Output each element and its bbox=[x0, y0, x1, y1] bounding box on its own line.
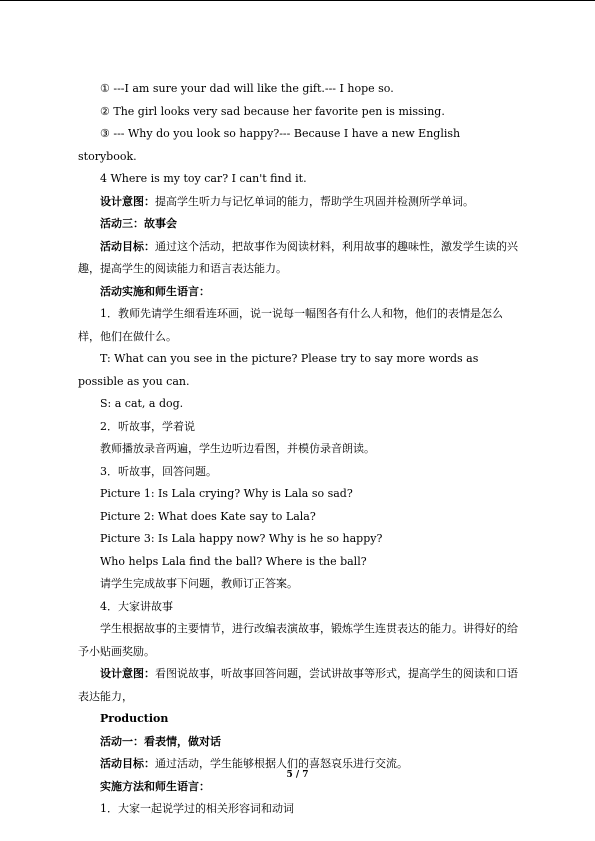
activity-three-heading: 活动三：故事会 bbox=[100, 217, 177, 230]
design-intent-label: 设计意图： bbox=[100, 667, 155, 680]
step-4: 4．大家讲故事 bbox=[100, 599, 173, 613]
activity-goal-label: 活动目标： bbox=[100, 757, 155, 770]
question-ball: Who helps Lala find the ball? Where is the ball? bbox=[100, 554, 367, 568]
design-intent-2 bbox=[78, 663, 518, 708]
document-body bbox=[78, 78, 518, 821]
question-picture-2: Picture 2: What does Kate say to Lala? bbox=[100, 509, 316, 523]
step-4-detail: 学生根据故事的主要情节，进行改编表演故事，锻炼学生连贯表达的能力。讲得好的给予小贴画奖励。 bbox=[78, 622, 518, 658]
method-heading: 实施方法和师生语言： bbox=[100, 779, 210, 793]
top-border-line bbox=[0, 0, 595, 1]
student-line: S: a cat, a dog. bbox=[100, 397, 184, 410]
design-intent-1 bbox=[78, 191, 518, 214]
page-number: 5 / 7 bbox=[286, 770, 309, 780]
step-3-detail: 请学生完成故事下问题，教师订正答案。 bbox=[100, 577, 298, 590]
activity-goal-text: 通过这个活动，把故事作为阅读材料，利用故事的趣味性，激发学生读的兴趣，提高学生的阅读能力和语言表达能力。 bbox=[78, 239, 518, 275]
exercise-line-2: ② The girl looks very sad because her favorite pen is missing. bbox=[100, 104, 445, 118]
exercise-line-4: 4 Where is my toy car? I can't find it. bbox=[100, 172, 307, 185]
design-intent-label: 设计意图： bbox=[100, 194, 155, 208]
step-1: 1．教师先请学生细看连环画，说一说每一幅图各有什么人和物，他们的表情是怎么样，他们在做什么。 bbox=[78, 307, 503, 343]
design-intent-text: 提高学生听力与记忆单词的能力，帮助学生巩固并检测所学单词。 bbox=[155, 194, 474, 208]
teacher-line: T: What can you see in the picture? Please try to say more words as possible as you can. bbox=[78, 352, 479, 388]
exercise-line-3: ③ --- Why do you look so happy?--- Because I have a new English storybook. bbox=[78, 127, 461, 163]
activity-goal-1 bbox=[78, 236, 518, 281]
production-heading: Production bbox=[100, 712, 169, 725]
step-2: 2．听故事，学着说 bbox=[100, 419, 195, 433]
exercise-line-1: ① ---I am sure your dad will like the gift.--- I hope so. bbox=[100, 82, 394, 95]
activity-one-heading: 活动一：看表情，做对话 bbox=[100, 734, 221, 748]
step-2-detail: 教师播放录音两遍，学生边听边看图，并模仿录音朗读。 bbox=[100, 442, 375, 455]
step-3: 3．听故事，回答问题。 bbox=[100, 464, 217, 478]
activity-goal-text: 通过活动，学生能够根据人们的喜怒哀乐进行交流。 bbox=[155, 757, 408, 770]
activity-goal-label: 活动目标： bbox=[100, 239, 155, 253]
implementation-heading: 活动实施和师生语言： bbox=[100, 284, 210, 298]
design-intent-text: 看图说故事，听故事回答问题，尝试讲故事等形式，提高学生的阅读和口语表达能力， bbox=[78, 667, 518, 703]
question-picture-1: Picture 1: Is Lala crying? Why is Lala so sad? bbox=[100, 487, 353, 500]
method-step-1: 1．大家一起说学过的相关形容词和动词 bbox=[100, 802, 294, 815]
question-picture-3: Picture 3: Is Lala happy now? Why is he so happy? bbox=[100, 532, 383, 545]
